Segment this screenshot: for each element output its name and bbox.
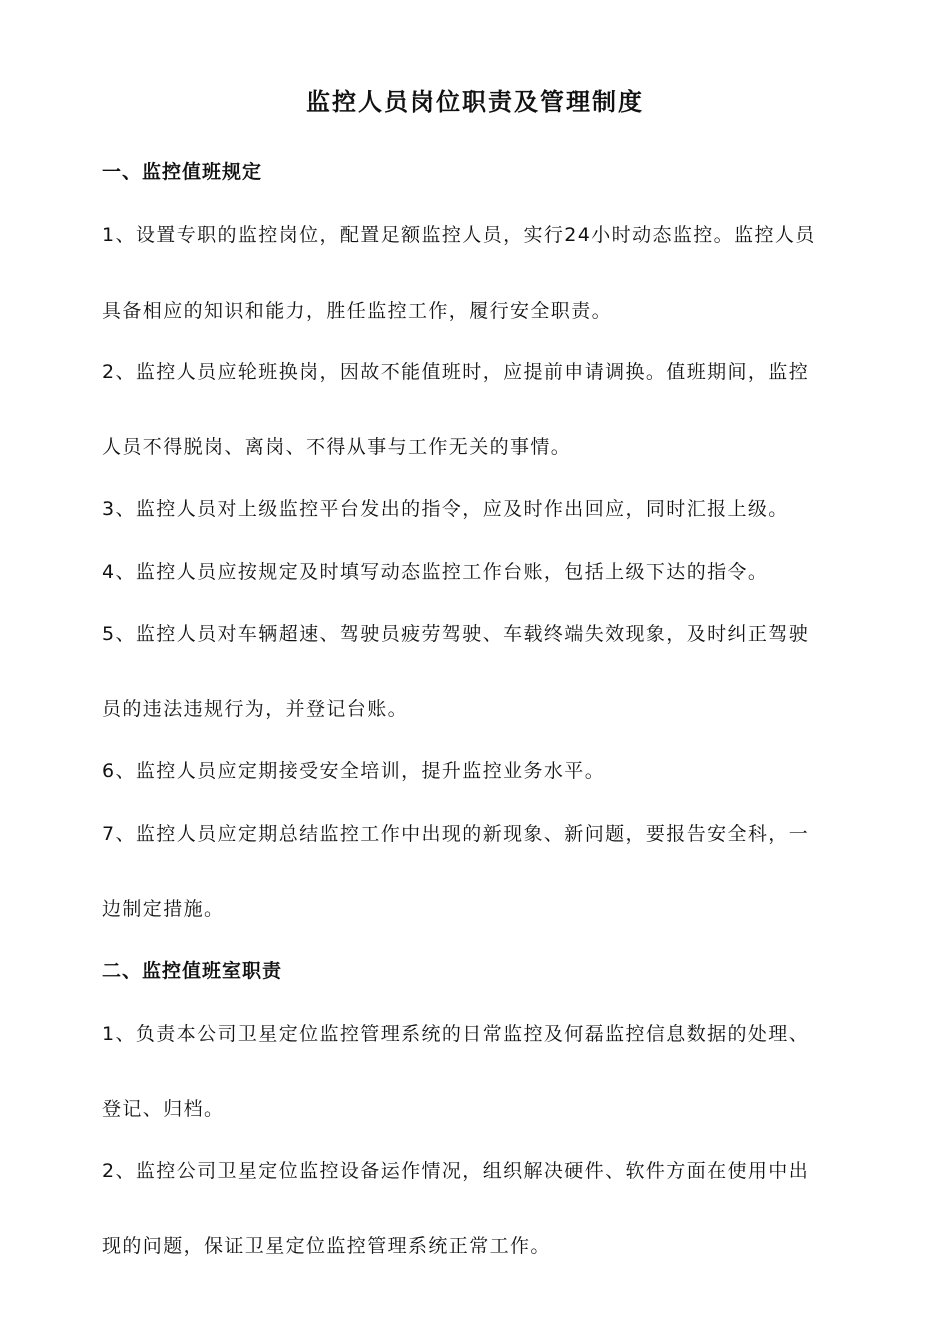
paragraph-line: 2、监控公司卫星定位监控设备运作情况，组织解决硬件、软件方面在使用中出 xyxy=(102,1160,810,1182)
paragraph-line: 7、监控人员应定期总结监控工作中出现的新现象、新问题，要报告安全科，一 xyxy=(102,823,810,845)
paragraph-line: 员的违法违规行为，并登记台账。 xyxy=(102,698,409,720)
paragraph-line: 1、设置专职的监控岗位，配置足额监控人员，实行24小时动态监控。监控人员 xyxy=(102,224,816,246)
paragraph-line: 具备相应的知识和能力，胜任监控工作，履行安全职责。 xyxy=(102,300,613,322)
paragraph-line: 2、监控人员应轮班换岗，因故不能值班时，应提前申请调换。值班期间，监控 xyxy=(102,361,810,383)
paragraph-line: 4、监控人员应按规定及时填写动态监控工作台账，包括上级下达的指令。 xyxy=(102,561,769,583)
paragraph-line: 6、监控人员应定期接受安全培训，提升监控业务水平。 xyxy=(102,760,606,782)
paragraph-line: 现的问题，保证卫星定位监控管理系统正常工作。 xyxy=(102,1235,551,1257)
section-heading-duty-room: 二、监控值班室职责 xyxy=(102,960,283,982)
paragraph-line: 人员不得脱岗、离岗、不得从事与工作无关的事情。 xyxy=(102,436,572,458)
paragraph-line: 3、监控人员对上级监控平台发出的指令，应及时作出回应，同时汇报上级。 xyxy=(102,498,789,520)
paragraph-line: 边制定措施。 xyxy=(102,898,225,920)
document-title: 监控人员岗位职责及管理制度 xyxy=(306,88,644,116)
paragraph-line: 5、监控人员对车辆超速、驾驶员疲劳驾驶、车载终端失效现象，及时纠正驾驶 xyxy=(102,623,810,645)
paragraph-line: 1、负责本公司卫星定位监控管理系统的日常监控及何磊监控信息数据的处理、 xyxy=(102,1023,810,1045)
section-heading-duty-rules: 一、监控值班规定 xyxy=(102,161,263,183)
paragraph-line: 登记、归档。 xyxy=(102,1098,225,1120)
